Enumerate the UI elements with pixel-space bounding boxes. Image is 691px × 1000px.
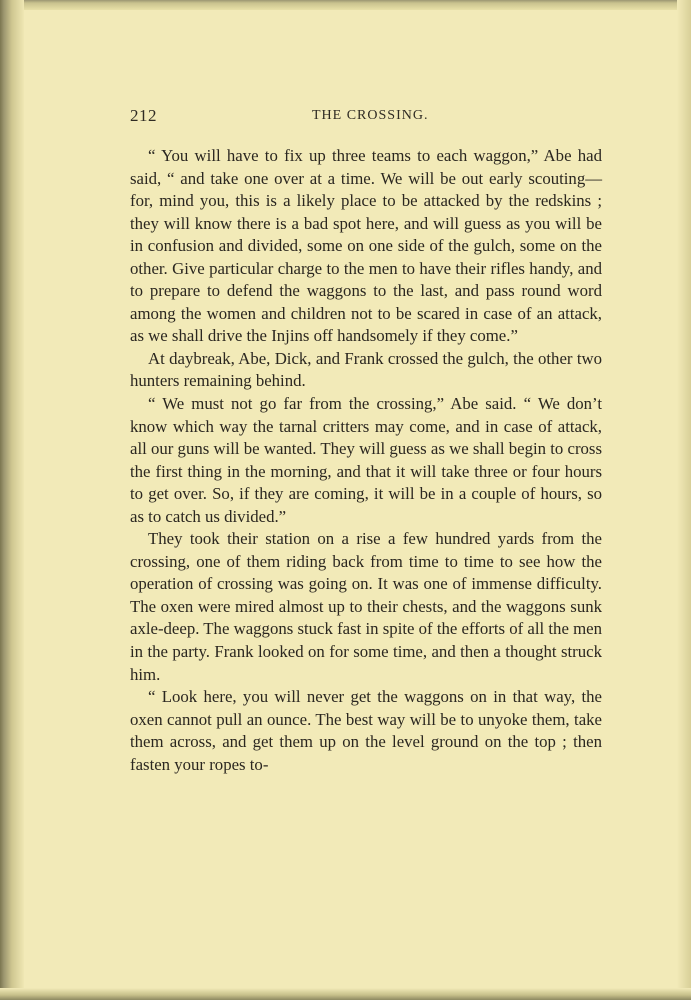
page-bottom-edge xyxy=(0,988,691,1000)
paragraph: They took their station on a rise a few hundred yards from the crossing, one of them riding back from time to time to see how the operation of crossing was going on. It was one of immense difficulty. The oxen were mired almost up to their chests, and the waggons sunk axle-deep. The waggons stuck fast in spite of the efforts of all the men in the party. Frank looked on for some time, and then a thought struck him. xyxy=(130,529,602,684)
paragraph: “ We must not go far from the crossing,” Abe said. “ We don’t know which way the tarnal critters may come, and in case of attack, all our guns will be wanted. They will guess as we shall begin to cross the first thing in the morning, and that it will take three or four hours to get over. So, if they are coming, it will be in a couple of hours, so as to catch us divided.” xyxy=(130,394,602,526)
paragraph: “ You will have to fix up three teams to each waggon,” Abe had said, “ and take one over at a time. We will be out early scouting—for, mind you, this is a likely place to be attacked by the redskins ; they will know there is a bad spot here, and will guess as you will be in confusion and divided, some on one side of the gulch, some on the other. Give particular charge to the men to have their rifles handy, and to prepare to defend the waggons to the last, and pass round word among the women and children not to be scared in case of an attack, as we shall drive the Injins off handsomely if they come.” xyxy=(130,146,602,346)
paragraph: “ Look here, you will never get the waggons on in that way, the oxen cannot pull an ounce. The best way will be to unyoke them, take them across, and get them up on the level ground on the top ; then fasten your ropes to- xyxy=(130,687,602,774)
page-right-edge xyxy=(677,0,691,1000)
paragraph: At daybreak, Abe, Dick, and Frank crossed the gulch, the other two hunters remaining behind. xyxy=(130,348,602,391)
page-left-edge xyxy=(0,0,24,1000)
running-head: THE CROSSING. xyxy=(312,108,429,123)
page-number: 212 xyxy=(130,106,157,125)
body-text xyxy=(130,145,602,776)
page-header xyxy=(130,106,602,130)
page-top-edge xyxy=(0,0,691,10)
